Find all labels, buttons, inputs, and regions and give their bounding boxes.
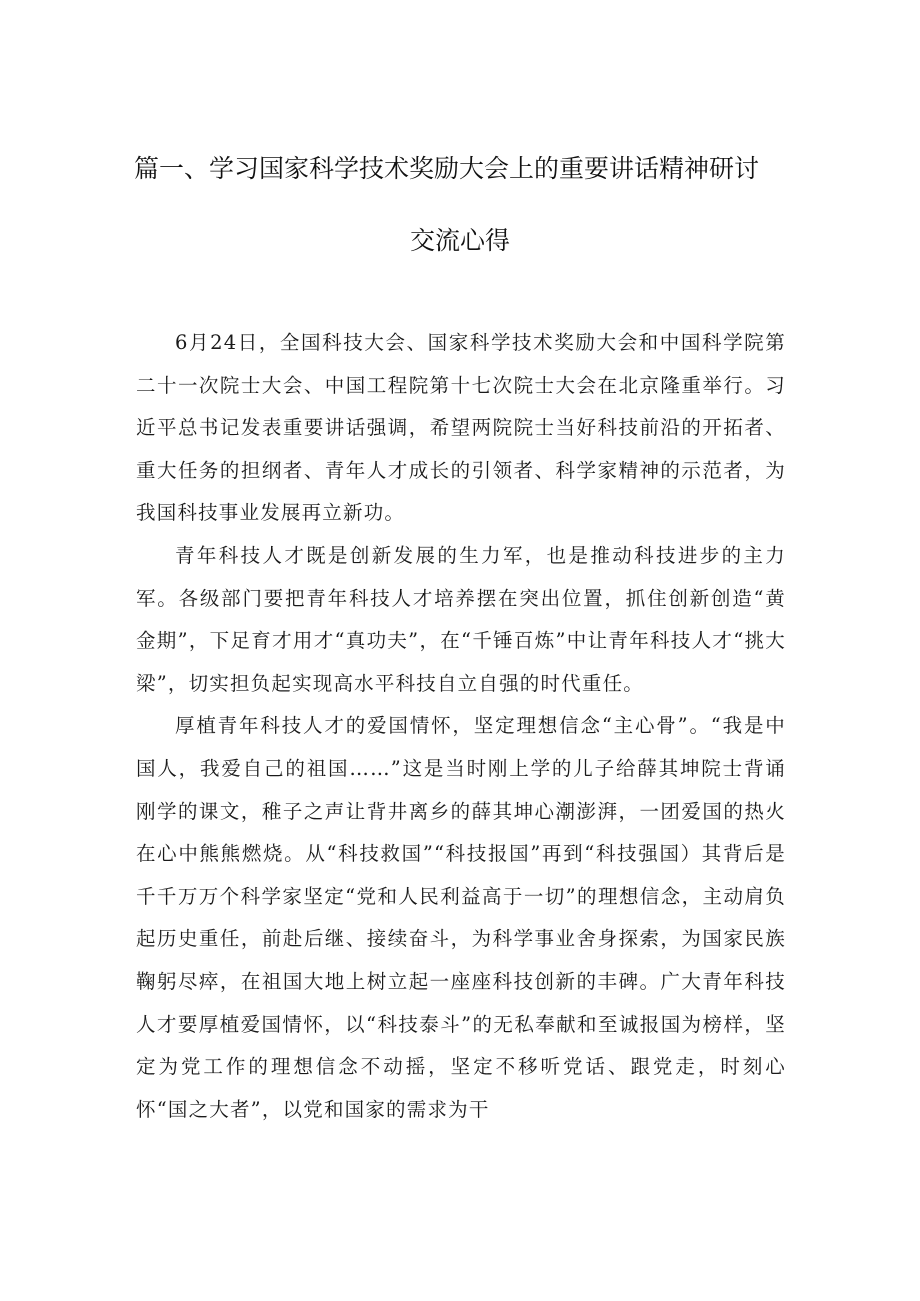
document-title-line-1: 篇一、学习国家科学技术奖励大会上的重要讲话精神研讨 (134, 154, 760, 183)
paragraph-3: 厚植青年科技人才的爱国情怀，坚定理想信念“主心骨”。“我是中国人，我爱自己的祖国……”这是当时刚上学的儿子给薛其坤院士背诵刚学的课文，稚子之声让背井离乡的薛其坤心潮澎湃，一团爱国的热火在心中熊熊燃烧。从“科技救国”“科技报国”再到“科技强国）其背后是千千万万个科学家坚定“党和人民利益高于一切”的理想信念，主动肩负起历史重任，前赴后继、接续奋斗，为科学事业舍身探索，为国家民族鞠躬尽瘁，在祖国大地上树立起一座座科技创新的丰碑。广大青年科技人才要厚植爱国情怀，以“科技泰斗”的无私奉献和至诚报国为榜样，坚定为党工作的理想信念不动摇，坚定不移听党话、跟党走，时刻心怀“国之大者”，以党和国家的需求为干 (136, 714, 786, 1121)
paragraph-2: 青年科技人才既是创新发展的生力军，也是推动科技进步的主力军。各级部门要把青年科技人才培养摆在突出位置，抓住创新创造“黄金期”，下足育才用才“真功夫”，在“千锤百炼”中让青年科技人才“挑大梁”，切实担负起实现高水平科技自立自强的时代重任。 (136, 543, 786, 695)
document-body (136, 322, 786, 1131)
document-title-line-2: 交流心得 (409, 226, 510, 255)
paragraph-1: 6月24日，全国科技大会、国家科学技术奖励大会和中国科学院第二十一次院士大会、中国工程院第十七次院士大会在北京隆重举行。习近平总书记发表重要讲话强调，希望两院院士当好科技前沿的开拓者、重大任务的担纲者、青年人才成长的引领者、科学家精神的示范者，为我国科技事业发展再立新功。 (136, 331, 786, 525)
